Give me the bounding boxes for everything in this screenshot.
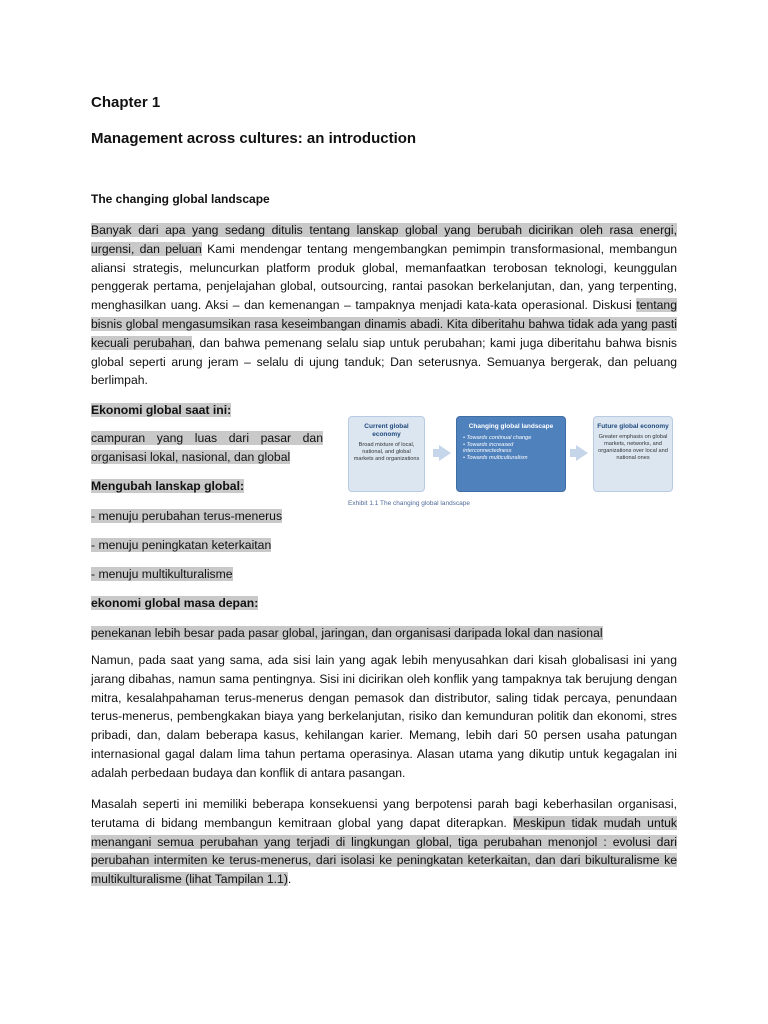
change-item-continual: - menuju perubahan terus-menerus [91, 509, 283, 523]
box-body: Broad mixture of local, national, and global markets and organizations [353, 442, 420, 462]
current-economy-desc: campuran yang luas dari pasar dan organisasi lokal, nasional, dan global [91, 431, 323, 464]
paragraph-conflict: Namun, pada saat yang sama, ada sisi lain yang agak lebih menyusahkan dari kisah globalisasi ini yang jarang dibahas, namun sama pentingnya. Sisi ini dicirikan oleh konflik yang tampaknya tak berujung dengan mitra, kesalahpahaman terus-menerus dengan pemasok dan distributor, saling tidak percaya, penundaan terus-menerus, pembengkakan biaya yang berkelanjutan, risiko dan kemunduran politik dan ekonomi, stres pribadi, dan, dalam beberapa kasus, kehilangan karier. Memang, lebih dari 50 persen usaha patungan internasional gagal dalam lima tahun pertama operasinya. Alasan utama yang dikutip untuk kegagalan ini adalah perbedaan budaya dan konflik di antara pasangan. [91, 653, 677, 780]
exhibit-figure [344, 402, 677, 510]
box-bullets [457, 435, 565, 461]
current-economy-label: Ekonomi global saat ini: [91, 403, 232, 417]
change-item-interconnected: - menuju peningkatan keterkaitan [91, 538, 272, 552]
box-bullet: • Towards multiculturalism [463, 454, 528, 461]
arrow-right-icon [439, 445, 451, 461]
box-bullet: • Towards continual change [463, 435, 532, 441]
paragraph-text: Kami mendengar tentang mengembangkan pemimpin transformasional, membangun aliansi strategis, meluncurkan platform produk global, memanfaatkan terobosan teknologi, keunggulan penggerak pertama, penjelajahan global, outsourcing, rantai pasokan berkelanjutan, dan, yang terpenting, menghasilkan uang. Aksi – dan kemenangan – tampaknya menjadi kata-kata operasional. Diskusi [91, 241, 677, 313]
paragraph-text: , dan bahwa pemenang selalu siap untuk perubahan; kami juga diberitahu bahwa bisnis global seperti arung jeram – selalu di ujung tanduk; Dan seterusnya. Semuanya bergerak, dan peluang berlimpah. [91, 335, 678, 388]
change-item-multicultural: - menuju multikulturalisme [91, 567, 233, 581]
arrow-right-icon [576, 445, 588, 461]
box-bullet: • Towards increased interconnectedness [463, 441, 514, 455]
changing-landscape-label: Mengubah lanskap global: [91, 479, 245, 493]
paragraph-text: Masalah seperti ini memiliki beberapa konsekuensi yang berpotensi parah bagi keberhasilan organisasi, terutama di bidang membangun kemitraan global yang dapat diterapkan. [91, 797, 677, 830]
future-economy-label: ekonomi global masa depan: [91, 596, 259, 610]
box-title: Changing global landscape [468, 423, 554, 430]
future-economy-desc: penekanan lebih besar pada pasar global, jaringan, dan organisasi daripada lokal dan nasional [91, 626, 603, 640]
paragraph-intro [91, 221, 677, 390]
exhibit-caption: Exhibit 1.1 The changing global landscape [348, 500, 471, 507]
box-title: Current global economy [364, 423, 409, 438]
box-title: Future global economy [597, 423, 669, 430]
current-economy-box [348, 416, 425, 492]
highlight-text: Banyak dari apa yang sedang ditulis tentang lanskap global yang berubah dicirikan oleh rasa energi, urgensi, dan peluan [91, 223, 677, 256]
chapter-title: Management across cultures: an introduction [91, 130, 417, 147]
highlight-text: tentang bisnis global mengasumsikan rasa keseimbangan dinamis abadi. Kita diberitahu bahwa tidak ada yang pasti kecuali perubahan [91, 298, 677, 350]
section-heading: The changing global landscape [91, 192, 270, 206]
box-body: Greater emphasis on global markets, networks, and organizations over local and national ones [598, 434, 668, 461]
paragraph-consequences [91, 795, 677, 889]
chapter-label: Chapter 1 [91, 94, 161, 111]
future-economy-box [593, 416, 673, 492]
paragraph-text: . [287, 872, 292, 887]
highlight-text: Meskipun tidak mudah untuk menangani semua perubahan yang terjadi di lingkungan global, tiga perubahan menonjol : evolusi dari perubahan intermiten ke terus-menerus, dari isolasi ke peningkatan keterkaitan, dan dari bikulturalisme ke multikulturalisme (lihat Tampilan 1.1) [91, 815, 677, 887]
changing-landscape-box [456, 416, 566, 492]
